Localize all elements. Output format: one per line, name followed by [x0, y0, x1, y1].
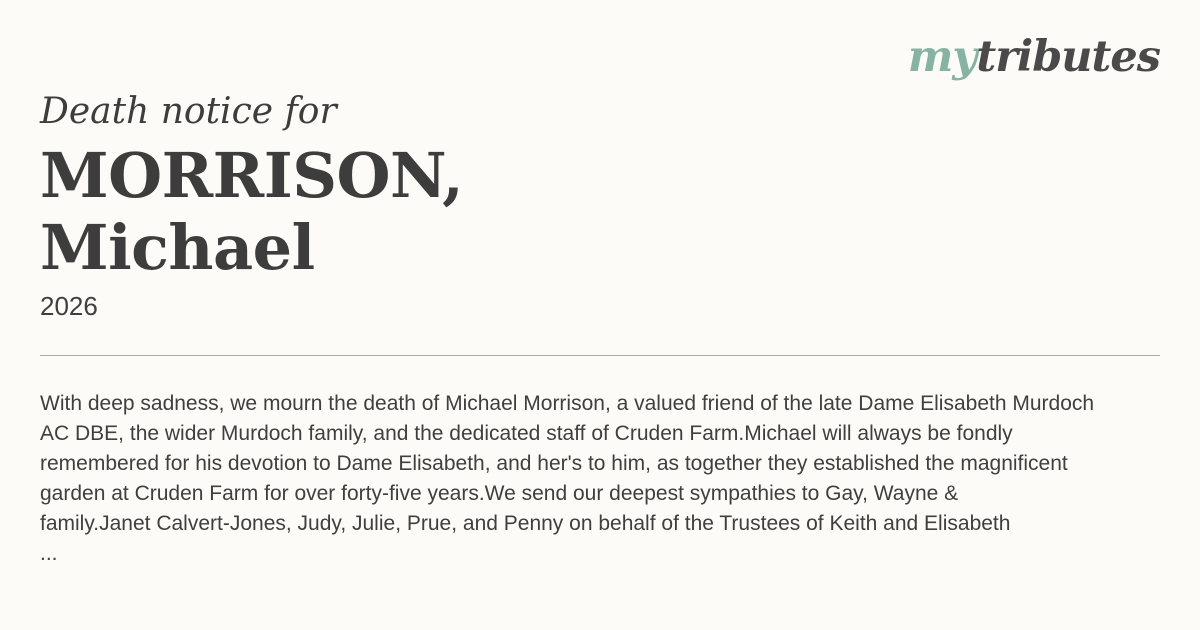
notice-year: 2026	[40, 291, 98, 321]
mytributes-logo[interactable]	[907, 32, 1160, 82]
deceased-surname: MORRISON,	[40, 139, 464, 212]
notice-text	[40, 389, 1165, 569]
logo-prefix: my	[907, 32, 977, 82]
notice-text-line: garden at Cruden Farm for over forty-five years.We send our deepest sympathies to Gay, Wayne &	[40, 482, 959, 505]
logo-suffix: tributes	[976, 32, 1160, 82]
notice-text-ellipsis: ...	[40, 542, 58, 565]
deceased-given-name: Michael	[40, 211, 315, 284]
notice-pretitle: Death notice for	[40, 91, 337, 132]
notice-text-line: With deep sadness, we mourn the death of Michael Morrison, a valued friend of the late Dame Elisabeth Murdoch	[40, 392, 1095, 415]
notice-text-line: remembered for his devotion to Dame Elisabeth, and her's to him, as together they established the magnificent	[40, 452, 1068, 475]
section-divider	[40, 355, 1160, 356]
notice-text-line: AC DBE, the wider Murdoch family, and the dedicated staff of Cruden Farm.Michael will always be fondly	[40, 422, 1013, 445]
notice-text-line: family.Janet Calvert-Jones, Judy, Julie, Prue, and Penny on behalf of the Trustees of Keith and Elisabeth	[40, 512, 1011, 535]
deceased-name	[40, 140, 463, 284]
